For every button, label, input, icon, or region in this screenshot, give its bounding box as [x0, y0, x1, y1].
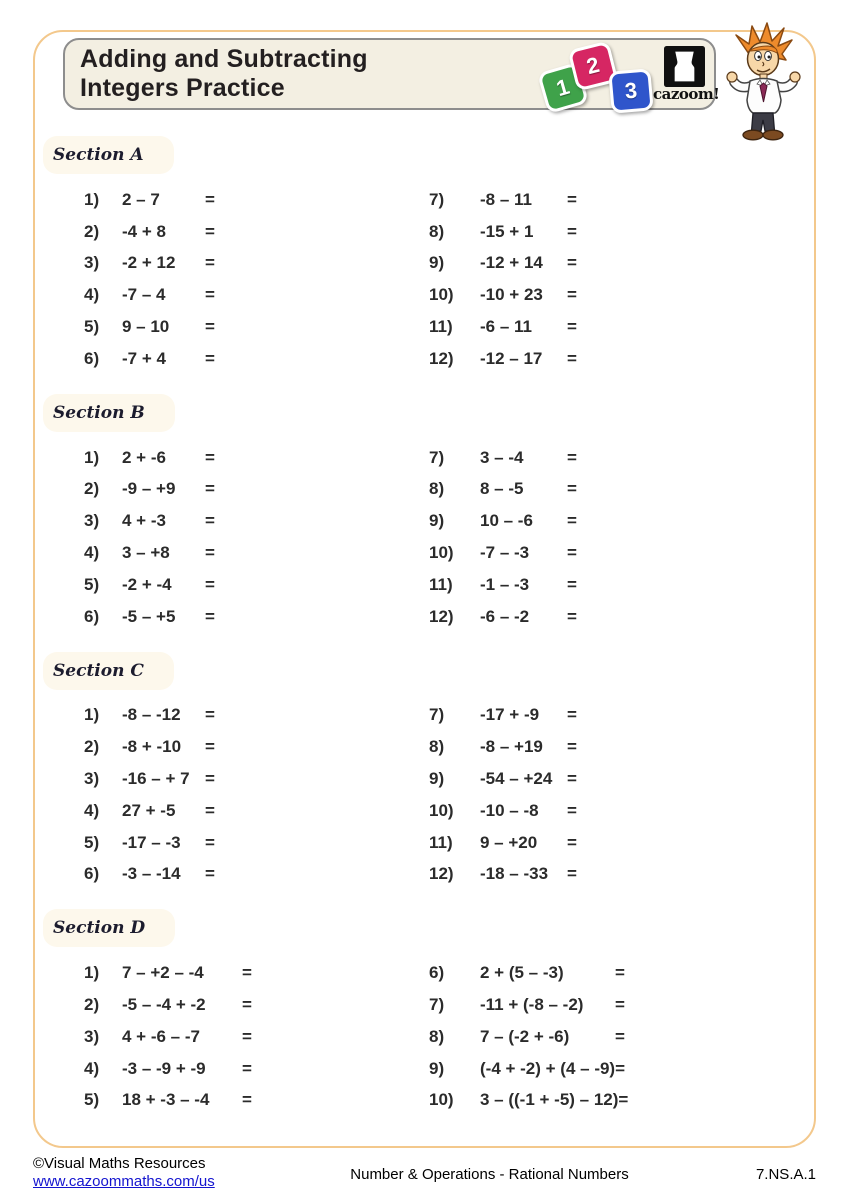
question-number: 8) — [429, 479, 445, 499]
question-expression: -7 – -3 — [480, 543, 530, 563]
question-row — [84, 1053, 429, 1085]
question-row — [84, 248, 429, 280]
question-row — [84, 827, 429, 859]
question-row — [429, 184, 577, 216]
equals-sign: = — [567, 479, 577, 499]
equals-sign: = — [567, 543, 577, 563]
mascot-character — [716, 20, 808, 150]
question-row — [84, 731, 429, 763]
equals-sign: = — [205, 447, 215, 467]
footer-topic: Number & Operations - Rational Numbers — [350, 1166, 629, 1183]
question-number: 12) — [429, 864, 454, 884]
equals-sign: = — [242, 1090, 252, 1110]
question-row — [429, 537, 577, 569]
equals-sign: = — [615, 1058, 626, 1078]
section-heading: Section D — [43, 909, 175, 947]
question-number: 10) — [429, 543, 454, 563]
question-row — [84, 957, 429, 989]
question-number: 1) — [84, 189, 100, 209]
question-row — [429, 795, 577, 827]
question-number: 3) — [84, 1026, 100, 1046]
question-expression: -16 – + 7 — [122, 769, 190, 789]
equals-sign: = — [567, 606, 577, 626]
drum-icon — [664, 46, 705, 87]
brand-name: cazoom! — [653, 85, 720, 103]
question-number: 7) — [429, 447, 445, 467]
question-expression: 7 – +2 – -4 — [122, 963, 204, 983]
equals-sign: = — [567, 285, 577, 305]
question-number: 3) — [84, 769, 100, 789]
question-column — [43, 957, 429, 1116]
equals-sign: = — [615, 995, 625, 1015]
question-number: 12) — [429, 348, 454, 368]
equals-sign: = — [618, 1090, 629, 1110]
question-column — [429, 442, 577, 633]
footer — [33, 1155, 816, 1192]
question-expression: 4 + -3 — [122, 511, 166, 531]
worksheet-border — [33, 30, 816, 1148]
equals-sign: = — [242, 963, 252, 983]
question-expression: 27 + -5 — [122, 800, 176, 820]
question-expression: -8 – -12 — [122, 705, 181, 725]
question-number: 2) — [84, 221, 100, 241]
question-expression: -1 – -3 — [480, 574, 530, 594]
question-row — [429, 569, 577, 601]
equals-sign: = — [615, 1026, 625, 1046]
question-expression: -54 – +24 — [480, 769, 553, 789]
question-column — [429, 700, 577, 891]
equals-sign: = — [205, 737, 215, 757]
question-expression: 8 – -5 — [480, 479, 524, 499]
question-row — [429, 1053, 628, 1085]
section-heading: Section C — [43, 652, 174, 690]
question-expression: -4 + 8 — [122, 221, 166, 241]
question-row — [84, 184, 429, 216]
title-line-1: Adding and Subtracting — [80, 45, 368, 73]
question-row — [429, 311, 577, 343]
equals-sign: = — [205, 543, 215, 563]
equals-sign: = — [205, 574, 215, 594]
question-expression: -8 + -10 — [122, 737, 182, 757]
equals-sign: = — [567, 317, 577, 337]
question-row — [429, 763, 577, 795]
logo-tile-2: 2 — [568, 41, 619, 92]
question-column — [43, 184, 429, 375]
question-number: 4) — [84, 543, 100, 563]
question-row — [429, 700, 577, 732]
equals-sign: = — [242, 1058, 252, 1078]
question-row — [84, 279, 429, 311]
question-number: 7) — [429, 995, 445, 1015]
equals-sign: = — [205, 348, 215, 368]
question-row — [429, 216, 577, 248]
equals-sign: = — [567, 705, 577, 725]
equals-sign: = — [567, 864, 577, 884]
logo-tile-3: 3 — [608, 68, 654, 114]
footer-copyright-block — [33, 1155, 253, 1192]
question-expression: -17 + -9 — [480, 705, 540, 725]
question-expression: -11 + (-8 – -2) — [480, 995, 584, 1015]
equals-sign: = — [205, 800, 215, 820]
question-expression: (-4 + -2) + (4 – -9) — [480, 1058, 616, 1078]
question-expression: -2 + -4 — [122, 574, 172, 594]
question-expression: -5 – +5 — [122, 606, 176, 626]
question-expression: -15 + 1 — [480, 221, 534, 241]
question-row — [84, 311, 429, 343]
question-row — [429, 279, 577, 311]
question-number: 5) — [84, 832, 100, 852]
question-number: 10) — [429, 285, 454, 305]
question-expression: -10 – -8 — [480, 800, 539, 820]
equals-sign: = — [567, 348, 577, 368]
equals-sign: = — [242, 995, 252, 1015]
equals-sign: = — [205, 479, 215, 499]
question-row — [84, 343, 429, 375]
question-number: 5) — [84, 574, 100, 594]
question-expression: 3 – -4 — [480, 447, 524, 467]
question-row — [84, 505, 429, 537]
equals-sign: = — [205, 832, 215, 852]
question-row — [429, 343, 577, 375]
question-row — [429, 1085, 628, 1117]
question-row — [84, 1021, 429, 1053]
question-row — [429, 601, 577, 633]
question-number: 3) — [84, 511, 100, 531]
question-expression: 18 + -3 – -4 — [122, 1090, 210, 1110]
equals-sign: = — [567, 221, 577, 241]
question-row — [84, 474, 429, 506]
question-number: 2) — [84, 479, 100, 499]
question-expression: -17 – -3 — [122, 832, 181, 852]
section-heading: Section B — [43, 394, 175, 432]
equals-sign: = — [567, 511, 577, 531]
section-heading: Section A — [43, 136, 174, 174]
question-column — [43, 700, 429, 891]
question-number: 9) — [429, 769, 445, 789]
question-row — [429, 442, 577, 474]
question-expression: -7 – 4 — [122, 285, 166, 305]
question-expression: 3 – +8 — [122, 543, 170, 563]
question-row — [84, 763, 429, 795]
equals-sign: = — [205, 317, 215, 337]
question-expression: 7 – (-2 + -6) — [480, 1026, 570, 1046]
equals-sign: = — [567, 574, 577, 594]
question-number: 6) — [84, 864, 100, 884]
question-number: 10) — [429, 800, 454, 820]
question-number: 2) — [84, 737, 100, 757]
question-expression: -3 – -9 + -9 — [122, 1058, 206, 1078]
equals-sign: = — [205, 511, 215, 531]
question-section — [43, 909, 808, 1116]
question-number: 6) — [429, 963, 445, 983]
question-row — [429, 505, 577, 537]
question-row — [429, 827, 577, 859]
question-number: 6) — [84, 606, 100, 626]
equals-sign: = — [567, 832, 577, 852]
question-expression: -6 – 11 — [480, 317, 532, 337]
page-title — [80, 45, 368, 103]
question-row — [429, 731, 577, 763]
question-row — [429, 989, 628, 1021]
question-expression: -12 – 17 — [480, 348, 543, 368]
question-row — [429, 248, 577, 280]
equals-sign: = — [242, 1026, 252, 1046]
equals-sign: = — [567, 737, 577, 757]
copyright-text: ©Visual Maths Resources — [33, 1155, 206, 1172]
question-row — [84, 700, 429, 732]
question-expression: -6 – -2 — [480, 606, 530, 626]
question-row — [84, 537, 429, 569]
equals-sign: = — [205, 606, 215, 626]
question-number: 9) — [429, 253, 445, 273]
title-box — [63, 38, 720, 110]
question-number: 8) — [429, 221, 445, 241]
website-link[interactable]: www.cazoommaths.com/us — [33, 1173, 215, 1191]
question-number: 5) — [84, 317, 100, 337]
question-number: 8) — [429, 737, 445, 757]
question-expression: 9 – 10 — [122, 317, 170, 337]
equals-sign: = — [567, 189, 577, 209]
question-number: 9) — [429, 511, 445, 531]
question-number: 8) — [429, 1026, 445, 1046]
question-expression: -8 – 11 — [480, 189, 532, 209]
question-expression: -12 + 14 — [480, 253, 543, 273]
question-number: 11) — [429, 832, 453, 852]
question-row — [429, 957, 628, 989]
question-number: 2) — [84, 995, 100, 1015]
title-line-2: Integers Practice — [80, 74, 285, 102]
question-number: 4) — [84, 1058, 100, 1078]
equals-sign: = — [205, 285, 215, 305]
equals-sign: = — [567, 253, 577, 273]
question-expression: 3 – ((-1 + -5) – 12) — [480, 1090, 619, 1110]
question-expression: -9 – +9 — [122, 479, 176, 499]
question-number: 4) — [84, 800, 100, 820]
question-expression: 10 – -6 — [480, 511, 533, 531]
question-row — [429, 1021, 628, 1053]
question-number: 6) — [84, 348, 100, 368]
question-number: 3) — [84, 253, 100, 273]
question-sections — [43, 136, 808, 1135]
question-expression: -8 – +19 — [480, 737, 543, 757]
question-expression: 2 – 7 — [122, 189, 160, 209]
question-number: 1) — [84, 705, 100, 725]
question-expression: -5 – -4 + -2 — [122, 995, 206, 1015]
question-column — [43, 442, 429, 633]
question-expression: -7 + 4 — [122, 348, 166, 368]
question-expression: 2 + -6 — [122, 447, 166, 467]
question-row — [84, 1085, 429, 1117]
question-number: 10) — [429, 1090, 454, 1110]
logo-tile-1: 1 — [537, 62, 589, 114]
question-number: 1) — [84, 963, 100, 983]
question-expression: -3 – -14 — [122, 864, 181, 884]
question-row — [84, 859, 429, 891]
question-row — [84, 216, 429, 248]
equals-sign: = — [205, 221, 215, 241]
question-number: 1) — [84, 447, 100, 467]
question-row — [84, 569, 429, 601]
question-row — [84, 601, 429, 633]
question-section — [43, 136, 808, 375]
question-number: 4) — [84, 285, 100, 305]
question-expression: -18 – -33 — [480, 864, 549, 884]
question-row — [84, 989, 429, 1021]
equals-sign: = — [205, 189, 215, 209]
equals-sign: = — [205, 864, 215, 884]
question-number: 9) — [429, 1058, 445, 1078]
question-section — [43, 394, 808, 633]
equals-sign: = — [567, 800, 577, 820]
standard-code: 7.NS.A.1 — [755, 1166, 816, 1183]
question-number: 7) — [429, 189, 445, 209]
question-row — [429, 859, 577, 891]
question-number: 11) — [429, 574, 453, 594]
question-column — [429, 957, 628, 1116]
question-expression: 9 – +20 — [480, 832, 538, 852]
question-expression: 4 + -6 – -7 — [122, 1026, 200, 1046]
question-section — [43, 652, 808, 891]
question-number: 12) — [429, 606, 454, 626]
question-number: 11) — [429, 317, 453, 337]
equals-sign: = — [205, 253, 215, 273]
question-expression: 2 + (5 – -3) — [480, 963, 564, 983]
question-column — [429, 184, 577, 375]
question-row — [429, 474, 577, 506]
question-row — [84, 442, 429, 474]
cazoom-logo — [653, 46, 720, 103]
question-row — [84, 795, 429, 827]
equals-sign: = — [567, 447, 577, 467]
equals-sign: = — [567, 769, 577, 789]
question-number: 5) — [84, 1090, 100, 1110]
equals-sign: = — [205, 705, 215, 725]
question-expression: -10 + 23 — [480, 285, 543, 305]
question-number: 7) — [429, 705, 445, 725]
equals-sign: = — [205, 769, 215, 789]
question-expression: -2 + 12 — [122, 253, 176, 273]
equals-sign: = — [615, 963, 625, 983]
